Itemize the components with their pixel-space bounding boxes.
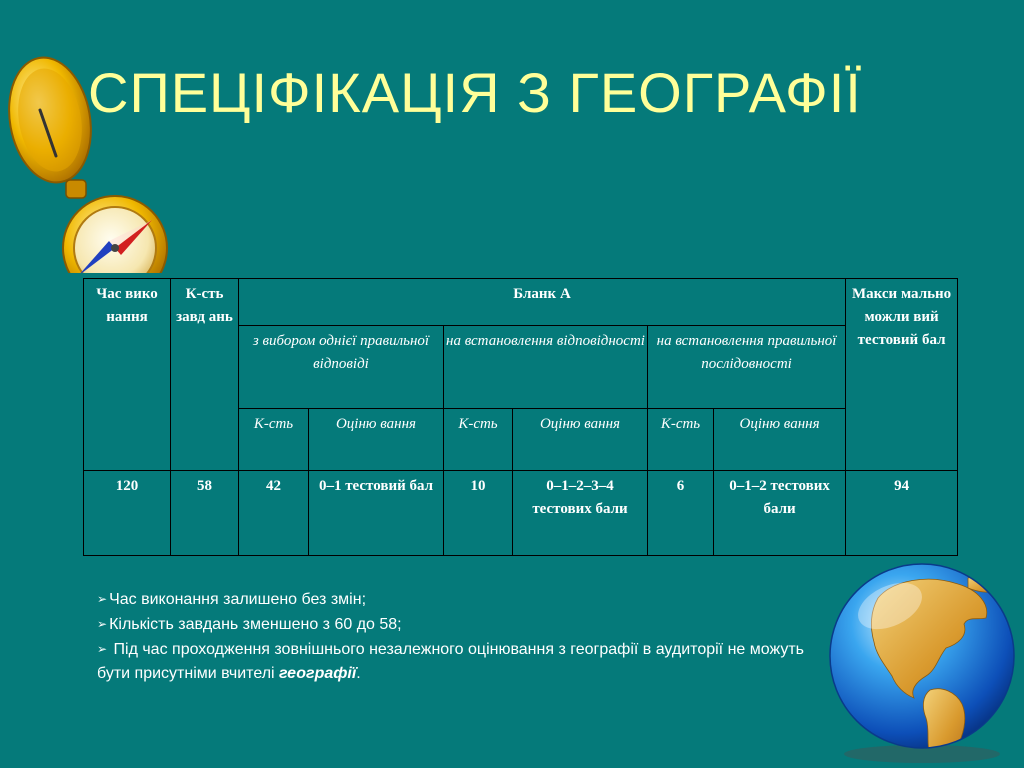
list-item: [97, 587, 807, 612]
header-task-count: К-сть завд ань: [171, 279, 239, 471]
cell-matching-score: 0–1–2–3–4 тестових бали: [513, 471, 648, 556]
table-row: [84, 471, 958, 556]
cell-single-choice-count: 42: [239, 471, 309, 556]
subheader-score: Оціню вання: [714, 409, 846, 471]
globe-icon: [818, 558, 1024, 768]
cell-task-count: 58: [171, 471, 239, 556]
cell-sequence-score: 0–1–2 тестових бали: [714, 471, 846, 556]
subheader-count: К-сть: [239, 409, 309, 471]
arrow-bullet-icon: ➢: [97, 642, 108, 656]
note-text: Час виконання залишено без змін;: [109, 591, 367, 608]
cell-sequence-count: 6: [648, 471, 714, 556]
cell-matching-count: 10: [444, 471, 513, 556]
header-single-choice: з вибором однієї правильної відповіді: [239, 326, 444, 409]
specification-table: [83, 278, 958, 556]
cell-time: 120: [84, 471, 171, 556]
header-sequence: на встановлення правильної послідовності: [648, 326, 846, 409]
note-text: Кількість завдань зменшено з 60 до 58;: [109, 616, 402, 633]
note-emphasis: географії: [279, 665, 357, 682]
note-text-end: .: [356, 665, 361, 682]
header-max-score: Макси мально можли вий тестовий бал: [846, 279, 958, 471]
subheader-count: К-сть: [648, 409, 714, 471]
notes-list: [97, 587, 807, 686]
list-item: [97, 612, 807, 637]
cell-max-score: 94: [846, 471, 958, 556]
header-time: Час вико нання: [84, 279, 171, 471]
header-blank-a: Бланк А: [239, 279, 846, 326]
arrow-bullet-icon: ➢: [97, 592, 108, 606]
subheader-score: Оціню вання: [513, 409, 648, 471]
cell-single-choice-score: 0–1 тестовий бал: [309, 471, 444, 556]
page-title: СПЕЦІФІКАЦІЯ З ГЕОГРАФІЇ: [88, 61, 862, 124]
note-text: Під час проходження зовнішнього незалежного оцінювання з географії в аудиторії не можуть бути присутніми вчителі: [97, 641, 805, 682]
header-matching: на встановлення відповідності: [444, 326, 648, 409]
subheader-count: К-сть: [444, 409, 513, 471]
arrow-bullet-icon: ➢: [97, 617, 108, 631]
list-item: [97, 637, 807, 686]
subheader-score: Оціню вання: [309, 409, 444, 471]
